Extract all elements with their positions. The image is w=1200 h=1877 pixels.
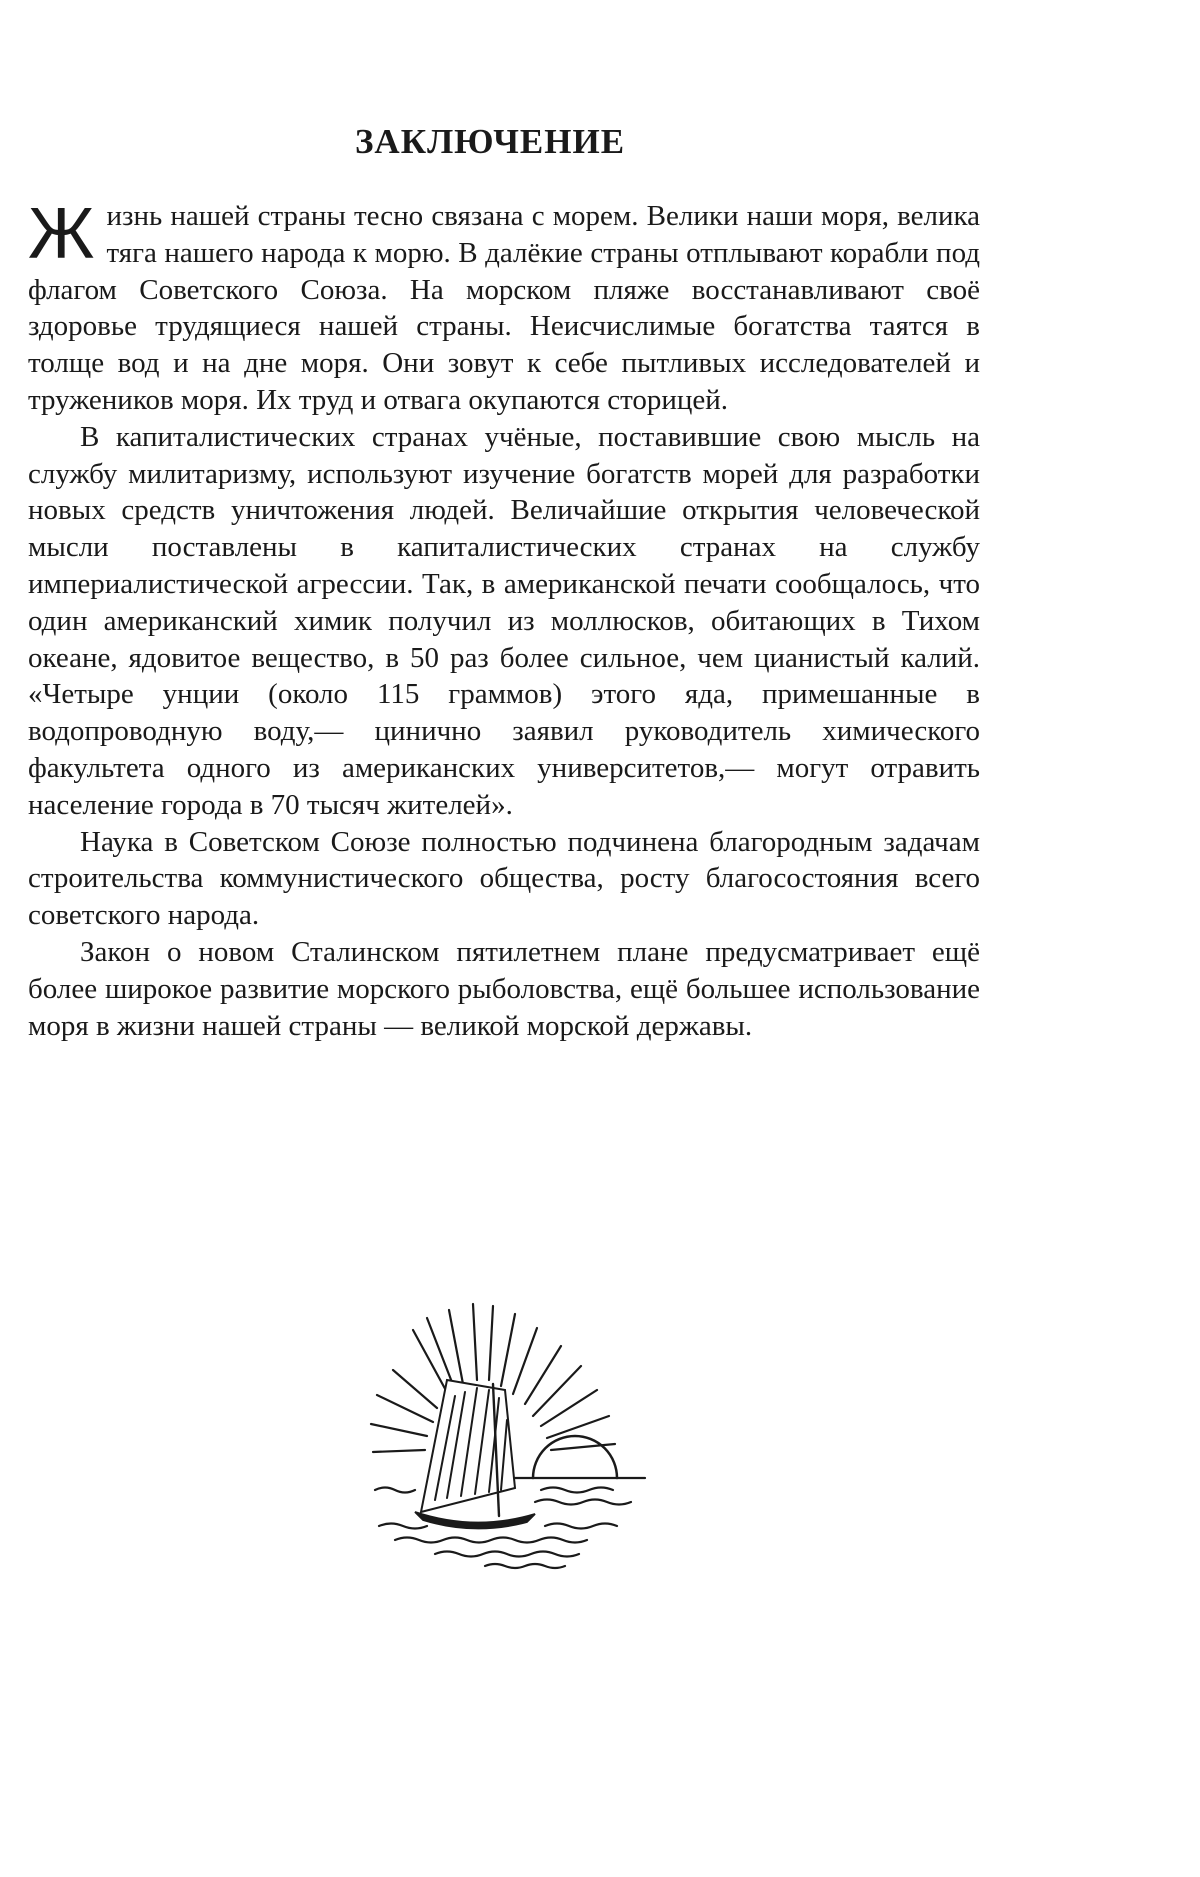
drop-cap: Ж xyxy=(28,194,95,274)
sailboat-at-sunset-vignette-icon xyxy=(365,1300,655,1570)
paragraph-3: Наука в Советском Союзе полностью подчинена благородным задачам строительства коммунистического общества, росту благосостояния всего советского народа. xyxy=(28,825,980,932)
article-body xyxy=(28,194,980,1044)
sail-icon xyxy=(421,1380,515,1512)
paragraph-1 xyxy=(28,194,980,419)
paragraph-1-text: изнь нашей страны тесно связана с морем. Велики наши моря, велика тяга нашего народа к морю. В далёкие страны отплывают корабли под флагом Советского Союза. На морском пляже восстанавливают своё здоровье трудящиеся нашей страны. Неисчислимые богатства таятся в толще вод и на дне моря. Они зовут к себе пытливых исследователей и тружеников моря. Их труд и отвага окупаются сторицей. xyxy=(28,200,980,416)
sun-icon xyxy=(533,1436,617,1478)
page-title: ЗАКЛЮЧЕНИЕ xyxy=(354,122,626,161)
paragraph-2: В капиталистических странах учёные, поставившие свою мысль на службу милитаризму, используют изучение богатств морей для разработки новых средств уничтожения людей. Величайшие открытия человеческой мысли поставлены в капиталистических странах на службу империалистической агрессии. Так, в американской печати сообщалось, что один американский химик получил из моллюсков, обитающих в Тихом океане, ядовитое вещество, в 50 раз более сильное, чем цианистый калий. «Четыре унции (около 115 граммов) этого яда, примешанные в водопроводную воду,— цинично заявил руководитель химического факультета одного из американских университетов,— могут отравить население города в 70 тысяч жителей». xyxy=(28,420,980,821)
boat-hull-icon xyxy=(415,1512,535,1529)
paragraph-4: Закон о новом Сталинском пятилетнем плане предусматривает ещё более широкое развитие морского рыболовства, ещё большее использование моря в жизни нашей страны — великой морской державы. xyxy=(28,935,980,1042)
